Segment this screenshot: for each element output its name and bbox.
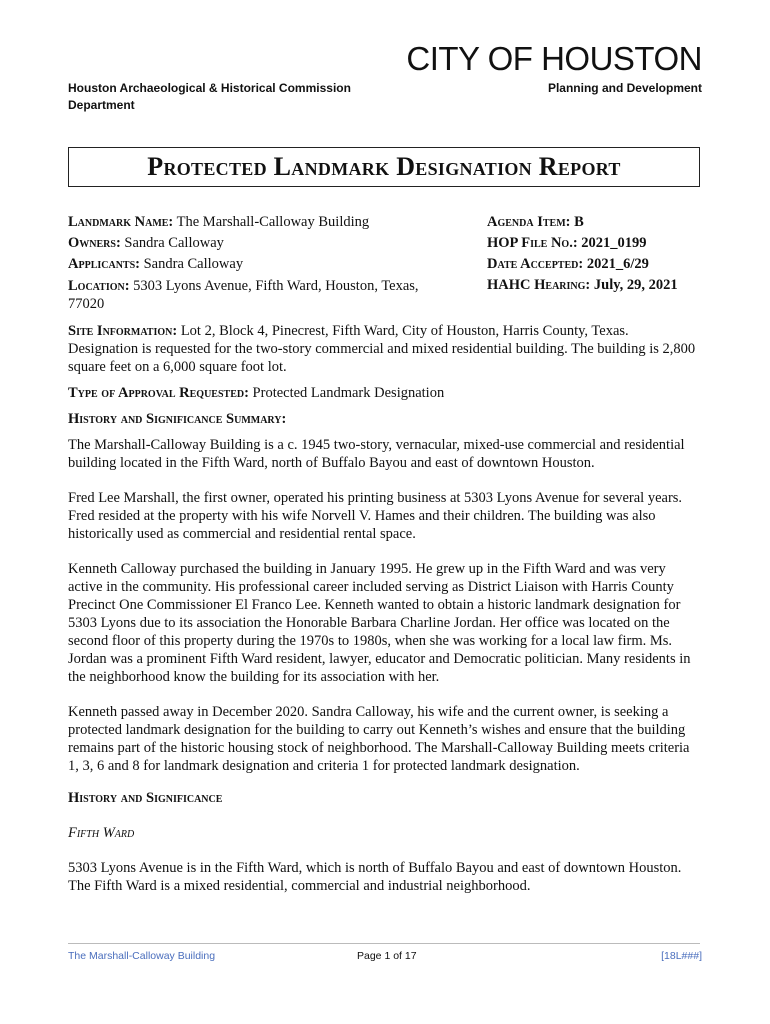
owners-row bbox=[68, 233, 458, 254]
field-label: Owners: bbox=[68, 235, 121, 251]
paragraph: Kenneth passed away in December 2020. Sandra Calloway, his wife and the current owner, is seeking a protected landmark designation for the building to carry out Kenneth’s wishes and ensure that the building remains part of the historic housing stock of neighborhood. The Marshall-Calloway Building meets criteria 1, 3, 6 and 8 for landmark designation and criteria 1 for protected landmark designation. bbox=[68, 704, 690, 774]
report-body bbox=[68, 322, 700, 895]
page-number: Page 1 of 17 bbox=[357, 950, 417, 962]
report-title-box bbox=[68, 147, 700, 187]
site-information-text: Lot 2, Block 4, Pinecrest, Fifth Ward, City of Houston, Harris County, Texas. Designation is requested for the two-story commercial and mixed residential building. The building is 2,800 square feet on a 6,000 square foot lot. bbox=[68, 323, 696, 375]
department-name-right: Planning and Development bbox=[547, 81, 702, 95]
history-heading: History and Significance bbox=[68, 790, 223, 806]
field-label: Landmark Name: bbox=[68, 214, 174, 230]
field-label: HAHC Hearing: bbox=[487, 277, 591, 293]
landmark-name-row bbox=[68, 212, 458, 233]
meta-left-column bbox=[68, 212, 458, 313]
footer-divider bbox=[68, 943, 700, 944]
hop-file-row bbox=[487, 233, 707, 254]
field-label: Date Accepted: bbox=[487, 256, 584, 272]
site-information-label: Site Information: bbox=[68, 323, 178, 339]
location-row bbox=[68, 277, 458, 313]
paragraph: The Marshall-Calloway Building is a c. 1945 two-story, vernacular, mixed-use commercial and residential building located in the Fifth Ward, north of Buffalo Bayou and east of downtown Houston. bbox=[68, 437, 685, 471]
meta-right-column bbox=[487, 212, 707, 296]
footer-file-code: [18L###] bbox=[661, 950, 702, 962]
footer-building-name: The Marshall-Calloway Building bbox=[68, 950, 216, 962]
field-value: Sandra Calloway bbox=[120, 235, 224, 251]
site-information bbox=[68, 322, 700, 376]
field-value: Sandra Calloway bbox=[139, 256, 244, 272]
fifth-ward-heading: Fifth Ward bbox=[68, 825, 135, 841]
department-name-left: Houston Archaeological & Historical Commission Department bbox=[68, 81, 351, 112]
approval-type bbox=[68, 384, 700, 402]
field-value: 2021_6/29 bbox=[583, 256, 649, 272]
field-label: Location: bbox=[68, 278, 130, 294]
summary-heading: History and Significance Summary: bbox=[68, 411, 287, 427]
field-value: July, 29, 2021 bbox=[590, 277, 678, 293]
field-label: Agenda Item: bbox=[487, 214, 571, 230]
hahc-hearing-row bbox=[487, 275, 707, 296]
applicants-row bbox=[68, 254, 458, 275]
approval-type-label: Type of Approval Requested: bbox=[68, 385, 249, 401]
field-label: HOP File No.: bbox=[487, 235, 578, 251]
report-title: Protected Landmark Designation Report bbox=[147, 152, 621, 181]
approval-type-text: Protected Landmark Designation bbox=[248, 385, 445, 401]
field-value: 5303 Lyons Avenue, Fifth Ward, Houston, Texas, 77020 bbox=[68, 278, 419, 312]
field-value: 2021_0199 bbox=[577, 235, 647, 251]
field-label: Applicants: bbox=[68, 256, 140, 272]
date-accepted-row bbox=[487, 254, 707, 275]
city-title: CITY OF HOUSTON bbox=[406, 40, 702, 77]
paragraph: Kenneth Calloway purchased the building in January 1995. He grew up in the Fifth Ward and was very active in the community. His professional career included serving as District Liaison with Harris County Precinct One Commissioner El Franco Lee. Kenneth wanted to obtain a historic landmark designation for 5303 Lyons due to its association the Honorable Barbara Charline Jordan. Her office was located on the second floor of this property during the 1970s to 1980s, when she was working for a local law firm. Ms. Jordan was a prominent Fifth Ward resident, lawyer, educator and Democratic politician. Many residents in the neighborhood know the building for its association with her. bbox=[68, 561, 691, 685]
field-value: B bbox=[570, 214, 584, 230]
field-value: The Marshall-Calloway Building bbox=[173, 214, 370, 230]
fifth-ward-paragraph: 5303 Lyons Avenue is in the Fifth Ward, which is north of Buffalo Bayou and east of downtown Houston. The Fifth Ward is a mixed residential, commercial and industrial neighborhood. bbox=[68, 860, 682, 894]
paragraph: Fred Lee Marshall, the first owner, operated his printing business at 5303 Lyons Avenue for several years. Fred resided at the property with his wife Norvell V. Hames and their children. The building was also historically used as commercial and residential rental space. bbox=[68, 490, 683, 542]
agenda-item-row bbox=[487, 212, 707, 233]
